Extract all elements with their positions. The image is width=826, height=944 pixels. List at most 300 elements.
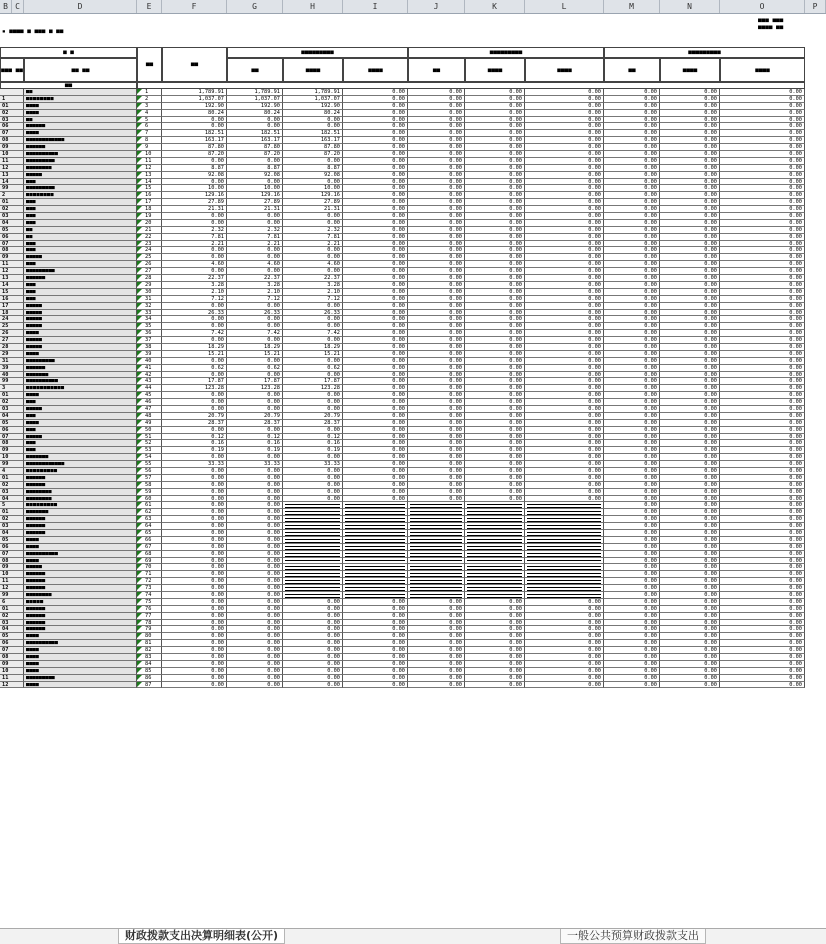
row-value[interactable]: 0.00 xyxy=(465,461,525,468)
row-value[interactable]: 0.00 xyxy=(660,558,720,565)
row-value[interactable]: 0.00 xyxy=(283,661,343,668)
row-value[interactable]: 0.00 xyxy=(408,261,465,268)
row-subject[interactable]: ■■■■■■■■■ xyxy=(24,502,137,509)
row-value[interactable]: 0.00 xyxy=(660,282,720,289)
row-line-no[interactable] xyxy=(137,137,162,144)
row-value[interactable]: 0.00 xyxy=(604,137,660,144)
row-value[interactable]: 0.00 xyxy=(604,489,660,496)
row-value[interactable] xyxy=(408,509,465,516)
row-value[interactable]: 0.00 xyxy=(720,675,805,682)
row-value[interactable]: 0.00 xyxy=(465,626,525,633)
row-total[interactable]: 0.00 xyxy=(162,117,227,124)
row-value[interactable]: 0.00 xyxy=(660,330,720,337)
row-value[interactable]: 0.00 xyxy=(604,282,660,289)
row-subject[interactable]: ■■■■■■■■■■■■ xyxy=(24,461,137,468)
row-total[interactable]: 33.33 xyxy=(162,461,227,468)
row-value[interactable]: 0.00 xyxy=(720,496,805,503)
row-value[interactable]: 0.00 xyxy=(283,392,343,399)
row-value[interactable]: 0.00 xyxy=(604,323,660,330)
row-code[interactable]: 13 xyxy=(0,172,24,179)
row-subject[interactable]: ■■■■■ xyxy=(24,337,137,344)
row-total[interactable]: 0.00 xyxy=(162,468,227,475)
row-subject[interactable]: ■■■■■■■■■ xyxy=(24,468,137,475)
row-value[interactable] xyxy=(408,551,465,558)
row-value[interactable]: 0.00 xyxy=(465,303,525,310)
row-value[interactable]: 0.00 xyxy=(408,234,465,241)
header-subject[interactable]: ■■ ■■ xyxy=(24,58,137,82)
row-line-no[interactable] xyxy=(137,654,162,661)
row-subject[interactable]: ■■■■ xyxy=(24,661,137,668)
row-total[interactable]: 0.00 xyxy=(162,392,227,399)
row-value[interactable]: 0.00 xyxy=(343,337,408,344)
row-subject[interactable]: ■■■■■■ xyxy=(24,123,137,130)
row-value[interactable]: 0.00 xyxy=(525,661,604,668)
header-sub[interactable]: ■■■■ xyxy=(720,58,805,82)
row-subject[interactable]: ■■■■■■ xyxy=(24,144,137,151)
row-value[interactable] xyxy=(283,578,343,585)
row-value[interactable]: 0.00 xyxy=(525,282,604,289)
row-value[interactable]: 0.00 xyxy=(227,606,283,613)
row-value[interactable]: 0.00 xyxy=(720,420,805,427)
row-value[interactable]: 0.00 xyxy=(660,296,720,303)
row-total[interactable]: 4.60 xyxy=(162,261,227,268)
row-line-no[interactable] xyxy=(137,254,162,261)
row-value[interactable]: 0.00 xyxy=(660,399,720,406)
row-total[interactable]: 0.00 xyxy=(162,668,227,675)
row-value[interactable]: 0.00 xyxy=(660,165,720,172)
row-value[interactable]: 0.00 xyxy=(408,330,465,337)
row-value[interactable]: 0.00 xyxy=(227,558,283,565)
row-value[interactable]: 0.00 xyxy=(660,385,720,392)
row-value[interactable]: 0.00 xyxy=(720,392,805,399)
row-value[interactable]: 0.00 xyxy=(525,199,604,206)
row-value[interactable]: 0.00 xyxy=(343,489,408,496)
row-line-no[interactable] xyxy=(137,613,162,620)
row-value[interactable]: 0.00 xyxy=(408,613,465,620)
row-value[interactable]: 0.00 xyxy=(227,516,283,523)
row-value[interactable]: 0.00 xyxy=(283,337,343,344)
row-value[interactable]: 0.00 xyxy=(525,434,604,441)
row-value[interactable]: 0.00 xyxy=(408,247,465,254)
column-header[interactable]: L xyxy=(525,0,604,13)
row-value[interactable]: 0.00 xyxy=(604,165,660,172)
row-code[interactable]: 09 xyxy=(0,254,24,261)
row-code[interactable]: 10 xyxy=(0,571,24,578)
row-value[interactable]: 0.00 xyxy=(720,206,805,213)
row-line-no[interactable] xyxy=(137,117,162,124)
column-header[interactable]: I xyxy=(343,0,408,13)
row-value[interactable]: 0.00 xyxy=(660,613,720,620)
row-value[interactable]: 0.00 xyxy=(660,434,720,441)
row-subject[interactable]: ■■■ xyxy=(24,179,137,186)
row-subject[interactable]: ■■■■■■■■■■ xyxy=(24,551,137,558)
row-value[interactable]: 0.00 xyxy=(720,558,805,565)
row-value[interactable]: 0.00 xyxy=(525,682,604,689)
row-value[interactable]: 0.00 xyxy=(604,530,660,537)
row-value[interactable]: 0.00 xyxy=(283,399,343,406)
row-value[interactable]: 0.00 xyxy=(343,399,408,406)
row-value[interactable]: 0.00 xyxy=(465,372,525,379)
row-code[interactable]: 02 xyxy=(0,516,24,523)
row-value[interactable]: 0.00 xyxy=(660,365,720,372)
row-total[interactable]: 2.10 xyxy=(162,289,227,296)
row-value[interactable]: 0.00 xyxy=(227,537,283,544)
row-value[interactable]: 0.00 xyxy=(408,110,465,117)
row-value[interactable]: 0.00 xyxy=(525,234,604,241)
row-code[interactable]: 02 xyxy=(0,613,24,620)
row-value[interactable]: 15.21 xyxy=(283,351,343,358)
row-value[interactable]: 0.00 xyxy=(525,165,604,172)
row-value[interactable]: 2.10 xyxy=(227,289,283,296)
row-value[interactable]: 0.00 xyxy=(604,620,660,627)
row-value[interactable] xyxy=(283,551,343,558)
row-value[interactable]: 0.00 xyxy=(604,661,660,668)
row-value[interactable]: 0.00 xyxy=(525,613,604,620)
row-value[interactable]: 0.00 xyxy=(604,213,660,220)
row-value[interactable]: 0.00 xyxy=(660,489,720,496)
row-value[interactable]: 0.00 xyxy=(720,544,805,551)
row-total[interactable]: 0.00 xyxy=(162,358,227,365)
row-value[interactable]: 0.00 xyxy=(525,413,604,420)
row-total[interactable]: 129.16 xyxy=(162,192,227,199)
row-value[interactable]: 0.00 xyxy=(720,185,805,192)
row-subject[interactable]: ■■■■■■ xyxy=(24,585,137,592)
row-value[interactable]: 1,037.07 xyxy=(283,96,343,103)
row-total[interactable]: 0.00 xyxy=(162,399,227,406)
row-line-no[interactable] xyxy=(137,378,162,385)
row-value[interactable]: 0.00 xyxy=(465,316,525,323)
row-value[interactable]: 0.00 xyxy=(660,640,720,647)
row-value[interactable]: 0.00 xyxy=(343,220,408,227)
row-value[interactable]: 0.00 xyxy=(343,447,408,454)
row-total[interactable]: 10.00 xyxy=(162,185,227,192)
row-value[interactable]: 0.00 xyxy=(283,316,343,323)
row-value[interactable]: 0.00 xyxy=(227,254,283,261)
row-value[interactable]: 0.00 xyxy=(604,247,660,254)
row-value[interactable]: 0.00 xyxy=(408,599,465,606)
row-value[interactable]: 0.00 xyxy=(408,241,465,248)
row-value[interactable]: 0.00 xyxy=(660,564,720,571)
row-value[interactable] xyxy=(465,571,525,578)
row-value[interactable]: 0.00 xyxy=(720,668,805,675)
row-value[interactable]: 0.00 xyxy=(720,647,805,654)
row-code[interactable]: 09 xyxy=(0,447,24,454)
row-value[interactable]: 0.00 xyxy=(525,103,604,110)
row-value[interactable]: 0.00 xyxy=(408,496,465,503)
row-value[interactable]: 0.00 xyxy=(660,172,720,179)
row-total[interactable]: 2.32 xyxy=(162,227,227,234)
row-value[interactable]: 0.00 xyxy=(660,227,720,234)
row-value[interactable]: 0.00 xyxy=(343,613,408,620)
row-value[interactable]: 0.00 xyxy=(227,468,283,475)
row-value[interactable]: 0.00 xyxy=(604,372,660,379)
row-value[interactable]: 0.00 xyxy=(604,420,660,427)
row-value[interactable]: 0.00 xyxy=(227,123,283,130)
row-value[interactable]: 0.00 xyxy=(465,103,525,110)
row-value[interactable]: 7.42 xyxy=(283,330,343,337)
row-value[interactable] xyxy=(408,564,465,571)
row-value[interactable]: 0.00 xyxy=(720,165,805,172)
row-subject[interactable]: ■■■■■■ xyxy=(24,620,137,627)
row-value[interactable]: 0.00 xyxy=(604,385,660,392)
row-total[interactable]: 0.00 xyxy=(162,179,227,186)
row-value[interactable]: 27.89 xyxy=(227,199,283,206)
row-value[interactable]: 0.00 xyxy=(604,123,660,130)
row-value[interactable]: 0.00 xyxy=(227,427,283,434)
row-total[interactable]: 0.00 xyxy=(162,427,227,434)
row-line-no[interactable] xyxy=(137,482,162,489)
row-value[interactable]: 0.00 xyxy=(283,123,343,130)
row-value[interactable]: 0.00 xyxy=(343,365,408,372)
row-value[interactable]: 0.00 xyxy=(343,96,408,103)
row-value[interactable]: 2.21 xyxy=(283,241,343,248)
row-value[interactable]: 0.00 xyxy=(525,158,604,165)
row-value[interactable]: 0.00 xyxy=(465,323,525,330)
row-value[interactable]: 0.00 xyxy=(660,220,720,227)
row-value[interactable]: 0.00 xyxy=(720,551,805,558)
row-line-no[interactable] xyxy=(137,537,162,544)
row-value[interactable]: 0.00 xyxy=(604,647,660,654)
row-code[interactable]: 03 xyxy=(0,620,24,627)
row-value[interactable]: 0.00 xyxy=(525,647,604,654)
row-value[interactable]: 0.00 xyxy=(227,571,283,578)
row-total[interactable]: 0.00 xyxy=(162,585,227,592)
row-value[interactable]: 0.00 xyxy=(227,675,283,682)
row-value[interactable]: 0.00 xyxy=(604,585,660,592)
row-value[interactable]: 0.00 xyxy=(465,227,525,234)
row-value[interactable]: 0.00 xyxy=(525,144,604,151)
row-value[interactable]: 0.00 xyxy=(660,310,720,317)
row-code[interactable]: 02 xyxy=(0,110,24,117)
row-value[interactable]: 0.00 xyxy=(343,192,408,199)
row-subject[interactable]: ■■■ xyxy=(24,282,137,289)
row-value[interactable]: 0.00 xyxy=(283,323,343,330)
row-code[interactable]: 08 xyxy=(0,558,24,565)
row-value[interactable]: 0.00 xyxy=(525,606,604,613)
row-value[interactable]: 0.00 xyxy=(604,654,660,661)
row-value[interactable]: 0.00 xyxy=(465,310,525,317)
row-value[interactable]: 0.00 xyxy=(720,385,805,392)
row-value[interactable]: 92.08 xyxy=(227,172,283,179)
row-value[interactable]: 0.00 xyxy=(408,454,465,461)
row-value[interactable]: 0.00 xyxy=(720,358,805,365)
row-subject[interactable]: ■■■■■ xyxy=(24,323,137,330)
row-total[interactable]: 0.00 xyxy=(162,606,227,613)
row-value[interactable] xyxy=(283,537,343,544)
row-value[interactable]: 0.00 xyxy=(343,110,408,117)
row-value[interactable]: 0.00 xyxy=(408,185,465,192)
row-value[interactable]: 4.60 xyxy=(227,261,283,268)
row-value[interactable] xyxy=(343,502,408,509)
row-total[interactable]: 0.19 xyxy=(162,447,227,454)
row-subject[interactable]: ■■■■■■ xyxy=(24,482,137,489)
row-value[interactable]: 0.00 xyxy=(283,654,343,661)
row-value[interactable]: 0.00 xyxy=(227,247,283,254)
row-value[interactable]: 0.00 xyxy=(465,434,525,441)
row-value[interactable]: 0.00 xyxy=(343,130,408,137)
row-value[interactable]: 0.00 xyxy=(660,351,720,358)
row-value[interactable]: 0.00 xyxy=(465,482,525,489)
row-value[interactable]: 0.00 xyxy=(283,254,343,261)
row-value[interactable]: 0.00 xyxy=(343,647,408,654)
row-subject[interactable]: ■■■■■ xyxy=(24,599,137,606)
row-value[interactable]: 0.00 xyxy=(720,96,805,103)
row-code[interactable]: 02 xyxy=(0,482,24,489)
row-value[interactable]: 0.00 xyxy=(604,668,660,675)
row-value[interactable]: 0.00 xyxy=(660,392,720,399)
row-subject[interactable]: ■■■■■■■■■■■ xyxy=(24,385,137,392)
row-value[interactable]: 0.00 xyxy=(525,385,604,392)
row-value[interactable]: 0.00 xyxy=(283,620,343,627)
row-value[interactable]: 0.00 xyxy=(465,247,525,254)
header-group[interactable]: ■■■■■■■■■ xyxy=(227,47,408,58)
row-code[interactable]: 11 xyxy=(0,261,24,268)
column-header[interactable]: H xyxy=(283,0,343,13)
row-value[interactable]: 0.00 xyxy=(465,682,525,689)
row-total[interactable]: 18.29 xyxy=(162,344,227,351)
row-value[interactable]: 0.00 xyxy=(408,372,465,379)
row-value[interactable]: 0.00 xyxy=(660,427,720,434)
row-value[interactable]: 0.00 xyxy=(343,468,408,475)
row-value[interactable]: 0.00 xyxy=(465,337,525,344)
row-value[interactable]: 33.33 xyxy=(227,461,283,468)
row-value[interactable]: 0.00 xyxy=(604,254,660,261)
row-value[interactable]: 0.00 xyxy=(720,323,805,330)
header-sub[interactable]: ■■■■ xyxy=(525,58,604,82)
row-value[interactable]: 0.00 xyxy=(660,179,720,186)
row-value[interactable]: 0.00 xyxy=(604,185,660,192)
unit-note[interactable]: ■■■ ■■■ xyxy=(758,17,784,24)
row-value[interactable] xyxy=(525,571,604,578)
row-value[interactable]: 0.00 xyxy=(408,606,465,613)
row-value[interactable]: 0.00 xyxy=(343,185,408,192)
row-total[interactable]: 0.00 xyxy=(162,558,227,565)
row-total[interactable]: 0.00 xyxy=(162,303,227,310)
row-value[interactable]: 0.00 xyxy=(227,654,283,661)
row-value[interactable]: 0.00 xyxy=(660,447,720,454)
row-code[interactable]: 12 xyxy=(0,682,24,689)
row-value[interactable]: 0.00 xyxy=(604,626,660,633)
row-line-no[interactable] xyxy=(137,558,162,565)
row-value[interactable] xyxy=(408,578,465,585)
row-total[interactable]: 0.00 xyxy=(162,496,227,503)
row-value[interactable]: 0.00 xyxy=(525,489,604,496)
row-value[interactable]: 0.00 xyxy=(660,661,720,668)
row-value[interactable]: 0.00 xyxy=(604,316,660,323)
row-value[interactable]: 0.00 xyxy=(660,530,720,537)
row-value[interactable] xyxy=(343,523,408,530)
row-value[interactable]: 0.00 xyxy=(227,585,283,592)
row-value[interactable]: 0.00 xyxy=(227,399,283,406)
row-total[interactable]: 0.00 xyxy=(162,220,227,227)
row-value[interactable]: 0.00 xyxy=(660,206,720,213)
row-value[interactable]: 0.00 xyxy=(465,399,525,406)
row-value[interactable]: 0.00 xyxy=(408,640,465,647)
row-value[interactable]: 0.00 xyxy=(465,365,525,372)
row-value[interactable]: 182.51 xyxy=(283,130,343,137)
row-line-no[interactable] xyxy=(137,234,162,241)
row-value[interactable]: 0.00 xyxy=(525,654,604,661)
row-value[interactable]: 0.00 xyxy=(720,564,805,571)
row-code[interactable]: 11 xyxy=(0,158,24,165)
row-value[interactable]: 0.00 xyxy=(604,151,660,158)
row-value[interactable]: 0.00 xyxy=(227,158,283,165)
row-value[interactable]: 2.32 xyxy=(283,227,343,234)
row-value[interactable]: 20.79 xyxy=(227,413,283,420)
row-value[interactable]: 0.00 xyxy=(604,110,660,117)
row-value[interactable]: 0.00 xyxy=(408,158,465,165)
row-value[interactable]: 0.00 xyxy=(660,144,720,151)
row-value[interactable]: 0.00 xyxy=(408,668,465,675)
row-value[interactable]: 0.00 xyxy=(720,626,805,633)
row-value[interactable]: 0.00 xyxy=(227,682,283,689)
row-value[interactable]: 0.00 xyxy=(720,502,805,509)
row-value[interactable]: 0.00 xyxy=(465,165,525,172)
row-value[interactable]: 0.00 xyxy=(660,682,720,689)
row-subject[interactable]: ■■■■■■ xyxy=(24,626,137,633)
row-line-no[interactable] xyxy=(137,303,162,310)
row-value[interactable]: 0.00 xyxy=(525,206,604,213)
row-value[interactable]: 0.00 xyxy=(343,206,408,213)
row-line-no[interactable] xyxy=(137,675,162,682)
row-value[interactable]: 0.00 xyxy=(408,358,465,365)
row-subject[interactable]: ■■■■■■■■ xyxy=(24,496,137,503)
row-value[interactable]: 0.00 xyxy=(283,220,343,227)
row-line-no[interactable] xyxy=(137,103,162,110)
row-total[interactable]: 0.00 xyxy=(162,620,227,627)
row-value[interactable] xyxy=(343,578,408,585)
row-value[interactable] xyxy=(525,544,604,551)
row-value[interactable] xyxy=(343,544,408,551)
row-value[interactable]: 0.00 xyxy=(660,344,720,351)
row-value[interactable]: 163.17 xyxy=(227,137,283,144)
row-value[interactable]: 0.00 xyxy=(465,392,525,399)
row-value[interactable]: 0.00 xyxy=(283,268,343,275)
row-value[interactable] xyxy=(283,530,343,537)
row-value[interactable]: 10.00 xyxy=(283,185,343,192)
row-code[interactable] xyxy=(0,89,24,96)
row-value[interactable]: 0.00 xyxy=(465,406,525,413)
row-total[interactable]: 21.31 xyxy=(162,206,227,213)
row-value[interactable]: 0.00 xyxy=(604,268,660,275)
row-value[interactable]: 0.00 xyxy=(283,489,343,496)
row-value[interactable]: 0.00 xyxy=(283,633,343,640)
row-total[interactable]: 80.24 xyxy=(162,110,227,117)
row-value[interactable]: 0.00 xyxy=(604,413,660,420)
row-value[interactable]: 0.00 xyxy=(465,454,525,461)
row-total[interactable]: 22.37 xyxy=(162,275,227,282)
row-value[interactable]: 0.00 xyxy=(227,578,283,585)
row-line-no[interactable] xyxy=(137,316,162,323)
row-value[interactable] xyxy=(525,564,604,571)
row-value[interactable]: 0.00 xyxy=(343,640,408,647)
row-value[interactable]: 0.00 xyxy=(525,454,604,461)
spreadsheet-grid[interactable] xyxy=(0,13,826,928)
row-value[interactable]: 0.00 xyxy=(343,406,408,413)
row-subject[interactable]: ■■■■■ xyxy=(24,434,137,441)
row-subject[interactable]: ■■■■■ xyxy=(24,172,137,179)
row-value[interactable]: 0.00 xyxy=(660,516,720,523)
row-code[interactable]: 27 xyxy=(0,337,24,344)
row-value[interactable]: 0.00 xyxy=(604,192,660,199)
row-value[interactable]: 0.00 xyxy=(720,509,805,516)
row-value[interactable]: 0.00 xyxy=(604,502,660,509)
row-value[interactable]: 0.00 xyxy=(408,137,465,144)
row-subject[interactable]: ■■■■■ xyxy=(24,406,137,413)
row-value[interactable]: 0.00 xyxy=(408,385,465,392)
row-value[interactable]: 22.37 xyxy=(227,275,283,282)
row-value[interactable]: 0.00 xyxy=(604,682,660,689)
